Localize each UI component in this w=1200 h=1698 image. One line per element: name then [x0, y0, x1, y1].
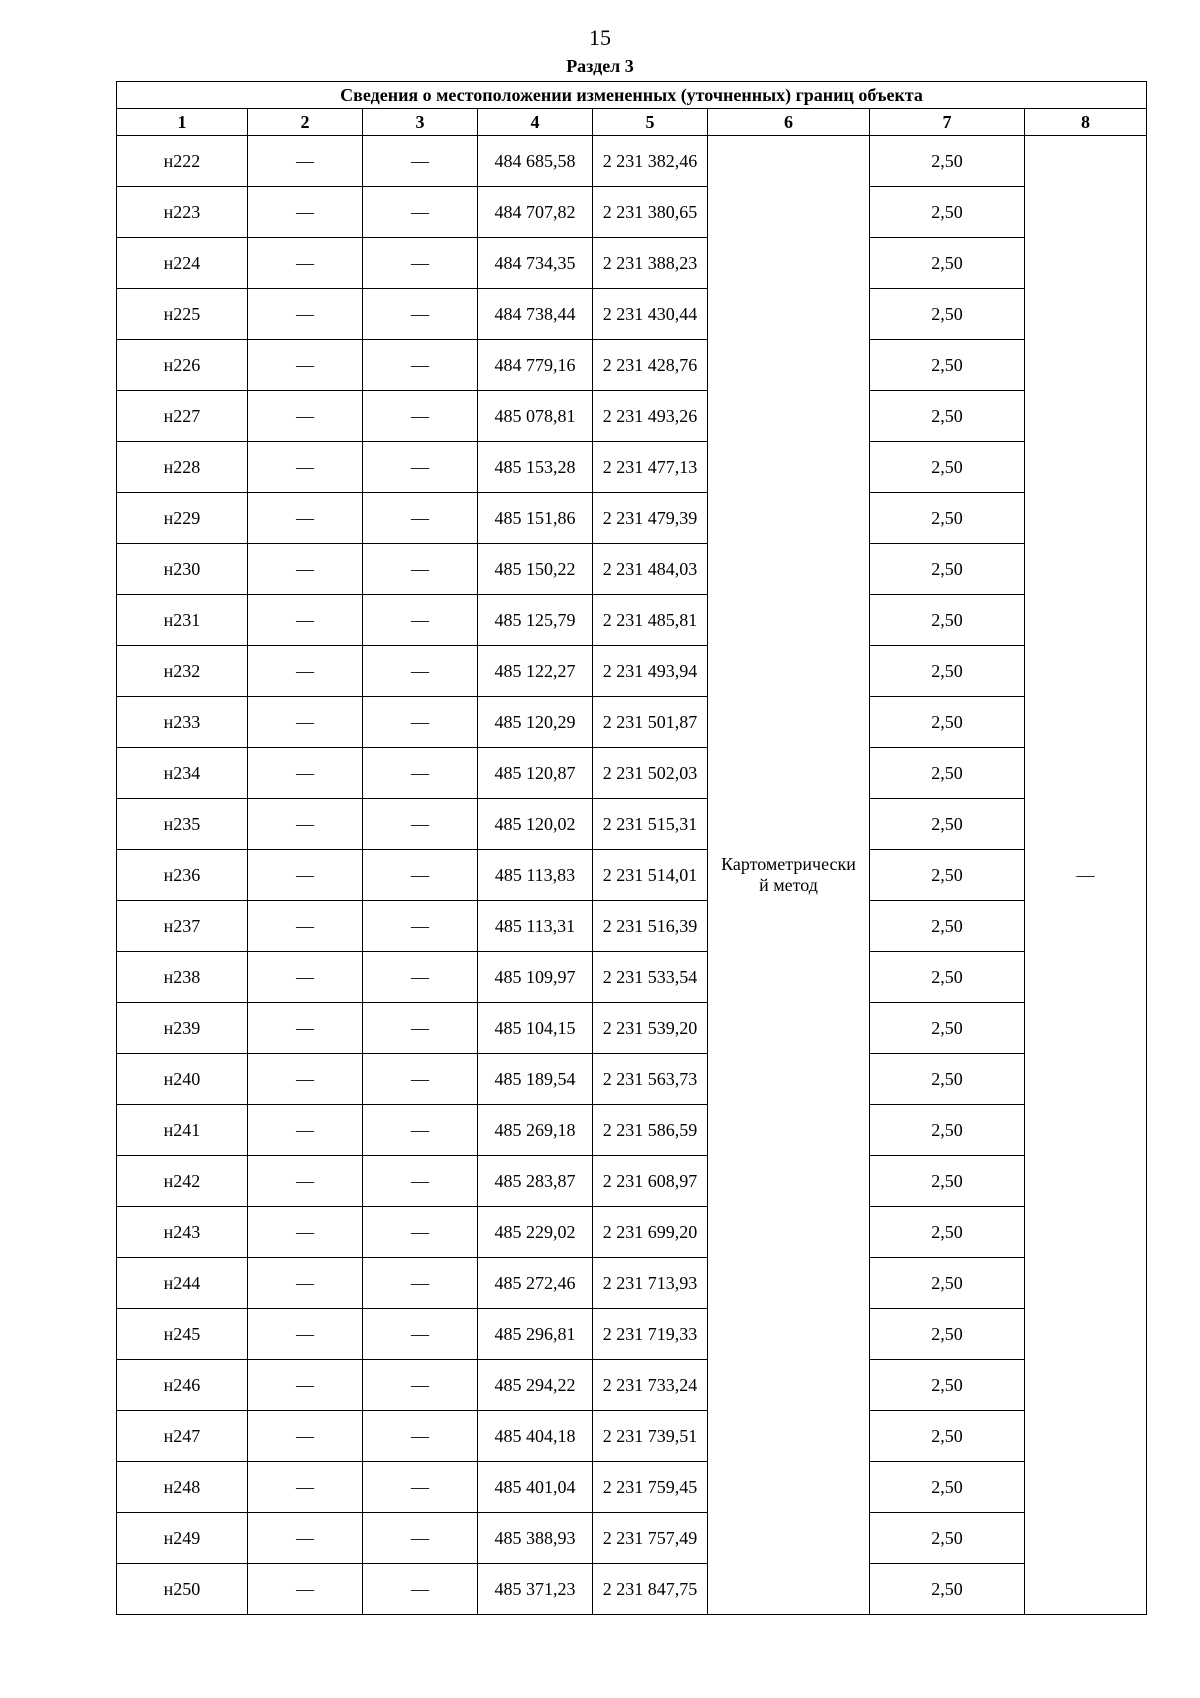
column-header: 3	[363, 109, 478, 136]
accuracy-cell: 2,50	[870, 1309, 1025, 1360]
column-3-cell: —	[363, 748, 478, 799]
point-number-cell: н239	[117, 1003, 248, 1054]
table-row	[117, 1411, 1147, 1462]
column-header: 8	[1025, 109, 1147, 136]
accuracy-cell: 2,50	[870, 1156, 1025, 1207]
accuracy-cell: 2,50	[870, 748, 1025, 799]
table-caption: Сведения о местоположении измененных (уточненных) границ объекта	[117, 82, 1147, 109]
y-coordinate-cell: 2 231 501,87	[593, 697, 708, 748]
x-coordinate-cell: 485 122,27	[478, 646, 593, 697]
column-2-cell: —	[248, 1513, 363, 1564]
column-3-cell: —	[363, 697, 478, 748]
point-number-cell: н248	[117, 1462, 248, 1513]
accuracy-cell: 2,50	[870, 697, 1025, 748]
x-coordinate-cell: 485 371,23	[478, 1564, 593, 1615]
point-number-cell: н242	[117, 1156, 248, 1207]
point-number-cell: н229	[117, 493, 248, 544]
table-row	[117, 289, 1147, 340]
column-3-cell: —	[363, 952, 478, 1003]
accuracy-cell: 2,50	[870, 136, 1025, 187]
column-2-cell: —	[248, 340, 363, 391]
x-coordinate-cell: 484 707,82	[478, 187, 593, 238]
table-row	[117, 1258, 1147, 1309]
y-coordinate-cell: 2 231 699,20	[593, 1207, 708, 1258]
accuracy-cell: 2,50	[870, 952, 1025, 1003]
column-3-cell: —	[363, 1564, 478, 1615]
y-coordinate-cell: 2 231 388,23	[593, 238, 708, 289]
table-row	[117, 901, 1147, 952]
column-3-cell: —	[363, 136, 478, 187]
accuracy-cell: 2,50	[870, 1207, 1025, 1258]
column-3-cell: —	[363, 646, 478, 697]
column-2-cell: —	[248, 544, 363, 595]
column-3-cell: —	[363, 1207, 478, 1258]
column-3-cell: —	[363, 289, 478, 340]
accuracy-cell: 2,50	[870, 595, 1025, 646]
y-coordinate-cell: 2 231 514,01	[593, 850, 708, 901]
table-row	[117, 799, 1147, 850]
accuracy-cell: 2,50	[870, 1513, 1025, 1564]
accuracy-cell: 2,50	[870, 1003, 1025, 1054]
column-2-cell: —	[248, 442, 363, 493]
y-coordinate-cell: 2 231 757,49	[593, 1513, 708, 1564]
accuracy-cell: 2,50	[870, 1360, 1025, 1411]
point-number-cell: н241	[117, 1105, 248, 1156]
column-header: 7	[870, 109, 1025, 136]
column-2-cell: —	[248, 952, 363, 1003]
column-header: 2	[248, 109, 363, 136]
accuracy-cell: 2,50	[870, 493, 1025, 544]
x-coordinate-cell: 485 109,97	[478, 952, 593, 1003]
column-3-cell: —	[363, 1462, 478, 1513]
column-2-cell: —	[248, 187, 363, 238]
point-number-cell: н226	[117, 340, 248, 391]
column-2-cell: —	[248, 1207, 363, 1258]
table-row	[117, 340, 1147, 391]
y-coordinate-cell: 2 231 493,26	[593, 391, 708, 442]
table-row	[117, 493, 1147, 544]
y-coordinate-cell: 2 231 586,59	[593, 1105, 708, 1156]
point-number-cell: н243	[117, 1207, 248, 1258]
column-2-cell: —	[248, 1360, 363, 1411]
column-3-cell: —	[363, 799, 478, 850]
x-coordinate-cell: 485 229,02	[478, 1207, 593, 1258]
column-3-cell: —	[363, 1054, 478, 1105]
column-2-cell: —	[248, 646, 363, 697]
y-coordinate-cell: 2 231 847,75	[593, 1564, 708, 1615]
x-coordinate-cell: 485 296,81	[478, 1309, 593, 1360]
point-number-cell: н232	[117, 646, 248, 697]
column-3-cell: —	[363, 442, 478, 493]
column-2-cell: —	[248, 697, 363, 748]
column-header: 6	[708, 109, 870, 136]
column-2-cell: —	[248, 748, 363, 799]
point-number-cell: н249	[117, 1513, 248, 1564]
y-coordinate-cell: 2 231 382,46	[593, 136, 708, 187]
x-coordinate-cell: 485 401,04	[478, 1462, 593, 1513]
x-coordinate-cell: 485 283,87	[478, 1156, 593, 1207]
table-row	[117, 1105, 1147, 1156]
accuracy-cell: 2,50	[870, 391, 1025, 442]
point-number-cell: н223	[117, 187, 248, 238]
table-row	[117, 1207, 1147, 1258]
x-coordinate-cell: 485 113,83	[478, 850, 593, 901]
table-caption-row	[117, 82, 1147, 109]
accuracy-cell: 2,50	[870, 238, 1025, 289]
column-3-cell: —	[363, 1309, 478, 1360]
column-3-cell: —	[363, 901, 478, 952]
point-number-cell: н237	[117, 901, 248, 952]
table-row	[117, 1360, 1147, 1411]
x-coordinate-cell: 485 294,22	[478, 1360, 593, 1411]
column-3-cell: —	[363, 1360, 478, 1411]
accuracy-cell: 2,50	[870, 1258, 1025, 1309]
y-coordinate-cell: 2 231 516,39	[593, 901, 708, 952]
y-coordinate-cell: 2 231 485,81	[593, 595, 708, 646]
column-2-cell: —	[248, 1564, 363, 1615]
column-2-cell: —	[248, 289, 363, 340]
column-header: 5	[593, 109, 708, 136]
point-number-cell: н233	[117, 697, 248, 748]
section-title: Раздел 3	[566, 56, 634, 76]
point-number-cell: н225	[117, 289, 248, 340]
column-3-cell: —	[363, 544, 478, 595]
x-coordinate-cell: 485 189,54	[478, 1054, 593, 1105]
x-coordinate-cell: 485 113,31	[478, 901, 593, 952]
column-3-cell: —	[363, 238, 478, 289]
column-2-cell: —	[248, 136, 363, 187]
table-row	[117, 952, 1147, 1003]
column-3-cell: —	[363, 391, 478, 442]
column-2-cell: —	[248, 1309, 363, 1360]
point-number-cell: н234	[117, 748, 248, 799]
y-coordinate-cell: 2 231 533,54	[593, 952, 708, 1003]
y-coordinate-cell: 2 231 477,13	[593, 442, 708, 493]
table-row	[117, 748, 1147, 799]
y-coordinate-cell: 2 231 719,33	[593, 1309, 708, 1360]
table-row	[117, 136, 1147, 187]
table-row	[117, 1003, 1147, 1054]
x-coordinate-cell: 485 388,93	[478, 1513, 593, 1564]
x-coordinate-cell: 484 685,58	[478, 136, 593, 187]
point-number-cell: н240	[117, 1054, 248, 1105]
y-coordinate-cell: 2 231 380,65	[593, 187, 708, 238]
table-row	[117, 1309, 1147, 1360]
page-number: 15	[589, 25, 611, 50]
point-number-cell: н236	[117, 850, 248, 901]
point-number-cell: н246	[117, 1360, 248, 1411]
point-number-cell: н250	[117, 1564, 248, 1615]
table-row	[117, 238, 1147, 289]
x-coordinate-cell: 485 272,46	[478, 1258, 593, 1309]
column-2-cell: —	[248, 391, 363, 442]
accuracy-cell: 2,50	[870, 901, 1025, 952]
y-coordinate-cell: 2 231 733,24	[593, 1360, 708, 1411]
accuracy-cell: 2,50	[870, 340, 1025, 391]
x-coordinate-cell: 485 150,22	[478, 544, 593, 595]
column-2-cell: —	[248, 1411, 363, 1462]
column-3-cell: —	[363, 1003, 478, 1054]
column-3-cell: —	[363, 493, 478, 544]
column-2-cell: —	[248, 595, 363, 646]
column-3-cell: —	[363, 1411, 478, 1462]
point-number-cell: н235	[117, 799, 248, 850]
column-3-cell: —	[363, 1258, 478, 1309]
column-8-cell: —	[1025, 136, 1147, 1615]
point-number-cell: н244	[117, 1258, 248, 1309]
y-coordinate-cell: 2 231 430,44	[593, 289, 708, 340]
y-coordinate-cell: 2 231 759,45	[593, 1462, 708, 1513]
y-coordinate-cell: 2 231 484,03	[593, 544, 708, 595]
x-coordinate-cell: 485 104,15	[478, 1003, 593, 1054]
x-coordinate-cell: 485 269,18	[478, 1105, 593, 1156]
column-3-cell: —	[363, 340, 478, 391]
x-coordinate-cell: 485 125,79	[478, 595, 593, 646]
column-3-cell: —	[363, 1156, 478, 1207]
point-number-cell: н247	[117, 1411, 248, 1462]
method-cell: Картометрически й метод	[708, 136, 870, 1615]
point-number-cell: н238	[117, 952, 248, 1003]
point-number-cell: н228	[117, 442, 248, 493]
table-row	[117, 1054, 1147, 1105]
column-2-cell: —	[248, 1156, 363, 1207]
accuracy-cell: 2,50	[870, 289, 1025, 340]
table-row	[117, 391, 1147, 442]
table-row	[117, 544, 1147, 595]
table-row	[117, 1564, 1147, 1615]
column-header: 1	[117, 109, 248, 136]
table-row	[117, 187, 1147, 238]
column-3-cell: —	[363, 850, 478, 901]
table-header-row	[117, 109, 1147, 136]
boundary-coordinates-table	[116, 81, 1147, 1615]
accuracy-cell: 2,50	[870, 1054, 1025, 1105]
table-row	[117, 1156, 1147, 1207]
point-number-cell: н222	[117, 136, 248, 187]
column-2-cell: —	[248, 901, 363, 952]
x-coordinate-cell: 485 151,86	[478, 493, 593, 544]
table-row	[117, 595, 1147, 646]
column-2-cell: —	[248, 1003, 363, 1054]
column-2-cell: —	[248, 1462, 363, 1513]
table-row	[117, 442, 1147, 493]
x-coordinate-cell: 485 120,29	[478, 697, 593, 748]
x-coordinate-cell: 485 153,28	[478, 442, 593, 493]
y-coordinate-cell: 2 231 493,94	[593, 646, 708, 697]
column-2-cell: —	[248, 799, 363, 850]
column-3-cell: —	[363, 1105, 478, 1156]
column-header: 4	[478, 109, 593, 136]
point-number-cell: н231	[117, 595, 248, 646]
point-number-cell: н230	[117, 544, 248, 595]
x-coordinate-cell: 485 120,02	[478, 799, 593, 850]
accuracy-cell: 2,50	[870, 1411, 1025, 1462]
column-3-cell: —	[363, 595, 478, 646]
column-2-cell: —	[248, 1105, 363, 1156]
point-number-cell: н224	[117, 238, 248, 289]
column-2-cell: —	[248, 493, 363, 544]
accuracy-cell: 2,50	[870, 442, 1025, 493]
table-row	[117, 1513, 1147, 1564]
x-coordinate-cell: 484 734,35	[478, 238, 593, 289]
x-coordinate-cell: 485 404,18	[478, 1411, 593, 1462]
accuracy-cell: 2,50	[870, 850, 1025, 901]
x-coordinate-cell: 485 078,81	[478, 391, 593, 442]
y-coordinate-cell: 2 231 502,03	[593, 748, 708, 799]
accuracy-cell: 2,50	[870, 544, 1025, 595]
accuracy-cell: 2,50	[870, 1462, 1025, 1513]
column-2-cell: —	[248, 850, 363, 901]
x-coordinate-cell: 485 120,87	[478, 748, 593, 799]
accuracy-cell: 2,50	[870, 187, 1025, 238]
x-coordinate-cell: 484 779,16	[478, 340, 593, 391]
y-coordinate-cell: 2 231 608,97	[593, 1156, 708, 1207]
table-row	[117, 646, 1147, 697]
y-coordinate-cell: 2 231 428,76	[593, 340, 708, 391]
y-coordinate-cell: 2 231 563,73	[593, 1054, 708, 1105]
y-coordinate-cell: 2 231 713,93	[593, 1258, 708, 1309]
column-2-cell: —	[248, 1258, 363, 1309]
y-coordinate-cell: 2 231 739,51	[593, 1411, 708, 1462]
accuracy-cell: 2,50	[870, 646, 1025, 697]
column-3-cell: —	[363, 187, 478, 238]
table-body	[117, 82, 1147, 1615]
accuracy-cell: 2,50	[870, 1105, 1025, 1156]
y-coordinate-cell: 2 231 479,39	[593, 493, 708, 544]
column-2-cell: —	[248, 238, 363, 289]
column-2-cell: —	[248, 1054, 363, 1105]
point-number-cell: н227	[117, 391, 248, 442]
table-row	[117, 850, 1147, 901]
point-number-cell: н245	[117, 1309, 248, 1360]
accuracy-cell: 2,50	[870, 1564, 1025, 1615]
column-3-cell: —	[363, 1513, 478, 1564]
table-row	[117, 697, 1147, 748]
x-coordinate-cell: 484 738,44	[478, 289, 593, 340]
y-coordinate-cell: 2 231 515,31	[593, 799, 708, 850]
table-row	[117, 1462, 1147, 1513]
y-coordinate-cell: 2 231 539,20	[593, 1003, 708, 1054]
accuracy-cell: 2,50	[870, 799, 1025, 850]
